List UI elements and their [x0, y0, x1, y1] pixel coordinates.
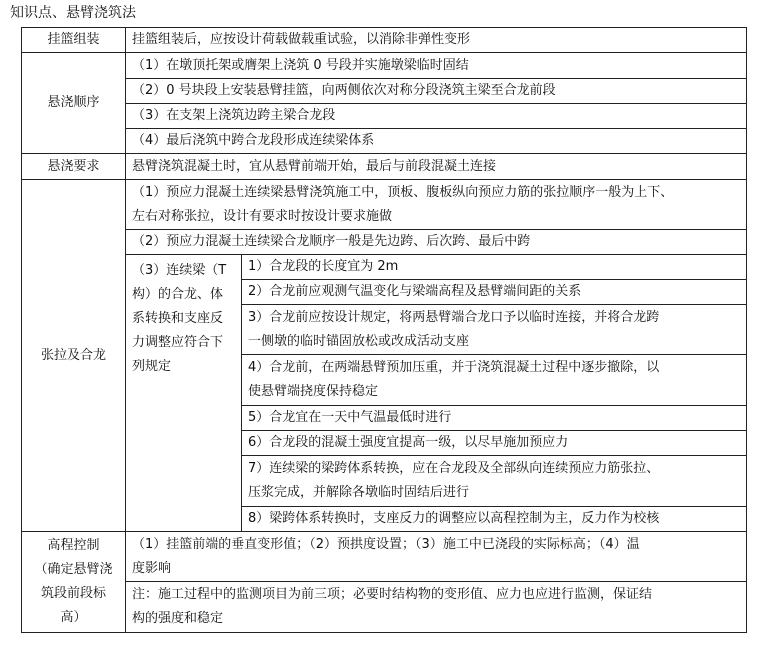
- closure-heading-line-4: 力调整应符合下: [132, 335, 224, 350]
- row-label-xuanjiao-yaoqiu: 悬浇要求: [22, 154, 126, 180]
- closure-rule-3-line-2: 一侧墩的临时锚固放松或改成活动支座: [248, 333, 470, 349]
- table-row: [22, 129, 747, 154]
- table-row: [22, 79, 747, 104]
- table-row: [22, 532, 747, 582]
- elevation-factors-line-1: （1）挂篮前端的垂直变形值；（2）预拱度设置；（3）施工中已浇段的实际标高；（4）温: [132, 536, 640, 552]
- elevation-label-line-4: 高）: [60, 610, 87, 625]
- closure-rule-8: 8）梁跨体系转换时，支座反力的调整应以高程控制为主，反力作为校核: [242, 507, 747, 532]
- closure-heading-line-5: 列规定: [132, 359, 172, 374]
- table-row: [22, 255, 747, 280]
- row-label-zhangla: 张拉及合龙: [22, 180, 126, 532]
- closure-rules-heading: [126, 255, 242, 532]
- elevation-label-line-3: 筑段前段标: [40, 586, 106, 601]
- closure-rule-4-line-1: 4）合龙前，在两端悬臂预加压重，并于浇筑混凝土过程中逐步撤除，以: [248, 360, 660, 375]
- sequence-item-1: （1）在墩顶托架或膺架上浇筑 0 号段并实施墩梁临时固结: [126, 53, 747, 79]
- tension-clause-2: （2）预应力混凝土连续梁合龙顺序一般是先边跨、后次跨、最后中跨: [126, 230, 747, 255]
- row-label-gualan: 挂篮组装: [22, 28, 126, 53]
- closure-heading-line-2: 构）的合龙、体: [132, 287, 224, 302]
- closure-rule-4: [242, 355, 747, 406]
- closure-rule-5: 5）合龙宜在一天中气温最低时进行: [242, 406, 747, 431]
- elevation-note: [126, 582, 747, 633]
- closure-rule-3: [242, 305, 747, 355]
- closure-heading-line-1: （3）连续梁（T: [132, 263, 227, 278]
- closure-rule-1: 1）合龙段的长度宜为 2m: [242, 255, 747, 280]
- table-row: [22, 180, 747, 230]
- row-label-xuanjiao-shunxu: 悬浇顺序: [22, 53, 126, 154]
- closure-heading-line-3: 系转换和支座反: [132, 311, 224, 326]
- elevation-factors-line-2: 度影响: [132, 560, 172, 576]
- tension-clause-1-line-1: （1）预应力混凝土连续梁悬臂浇筑施工中，顶板、腹板纵向预应力筋的张拉顺序一般为上下、: [132, 184, 674, 200]
- closure-rule-4-line-2: 使悬臂端挠度保持稳定: [248, 384, 379, 399]
- page-title: 知识点、悬臂浇筑法: [10, 5, 136, 21]
- elevation-label-line-1: 高程控制: [47, 538, 100, 553]
- tension-clause-1: [126, 180, 747, 230]
- sequence-item-3: （3）在支架上浇筑边跨主梁合龙段: [126, 104, 747, 129]
- table-row: [22, 154, 747, 180]
- table-row: [22, 28, 747, 53]
- elevation-note-line-1: 注：施工过程中的监测项目为前三项；必要时结构物的变形值、应力也应进行监测，保证结: [132, 587, 653, 602]
- table-row: [22, 582, 747, 633]
- sequence-item-4: （4）最后浇筑中跨合龙段形成连续梁体系: [126, 129, 747, 154]
- closure-rule-2: 2）合龙前应观测气温变化与梁端高程及悬臂端间距的关系: [242, 280, 747, 305]
- elevation-note-line-2: 构的强度和稳定: [132, 611, 224, 626]
- tension-clause-1-line-2: 左右对称张拉，设计有要求时按设计要求施做: [132, 208, 393, 224]
- closure-rule-7: [242, 456, 747, 507]
- table-row: [22, 104, 747, 129]
- elevation-label-line-2: （确定悬臂浇: [34, 562, 113, 577]
- closure-rule-7-line-1: 7）连续梁的梁跨体系转换，应在合龙段及全部纵向连续预应力筋张拉、: [248, 461, 660, 476]
- sequence-item-2: （2）0 号块段上安装悬臂挂篮，向两侧依次对称分段浇筑主梁至合龙前段: [126, 79, 747, 104]
- closure-rule-3-line-1: 3）合龙前应按设计规定，将两悬臂端合龙口予以临时连接，并将合龙跨: [248, 309, 660, 325]
- elevation-factors: [126, 532, 747, 582]
- row-text-gualan: 挂篮组装后，应按设计荷载做载重试验，以消除非弹性变形: [126, 28, 747, 53]
- knowledge-table: [21, 27, 747, 633]
- closure-rule-6: 6）合龙段的混凝土强度宜提高一级，以尽早施加预应力: [242, 431, 747, 456]
- table-row: [22, 230, 747, 255]
- row-label-gaocheng: [22, 532, 126, 633]
- closure-rule-7-line-2: 压浆完成，并解除各墩临时固结后进行: [248, 485, 470, 500]
- table-row: [22, 53, 747, 79]
- row-text-xuanjiao-yaoqiu: 悬臂浇筑混凝土时，宜从悬臂前端开始，最后与前段混凝土连接: [126, 154, 747, 180]
